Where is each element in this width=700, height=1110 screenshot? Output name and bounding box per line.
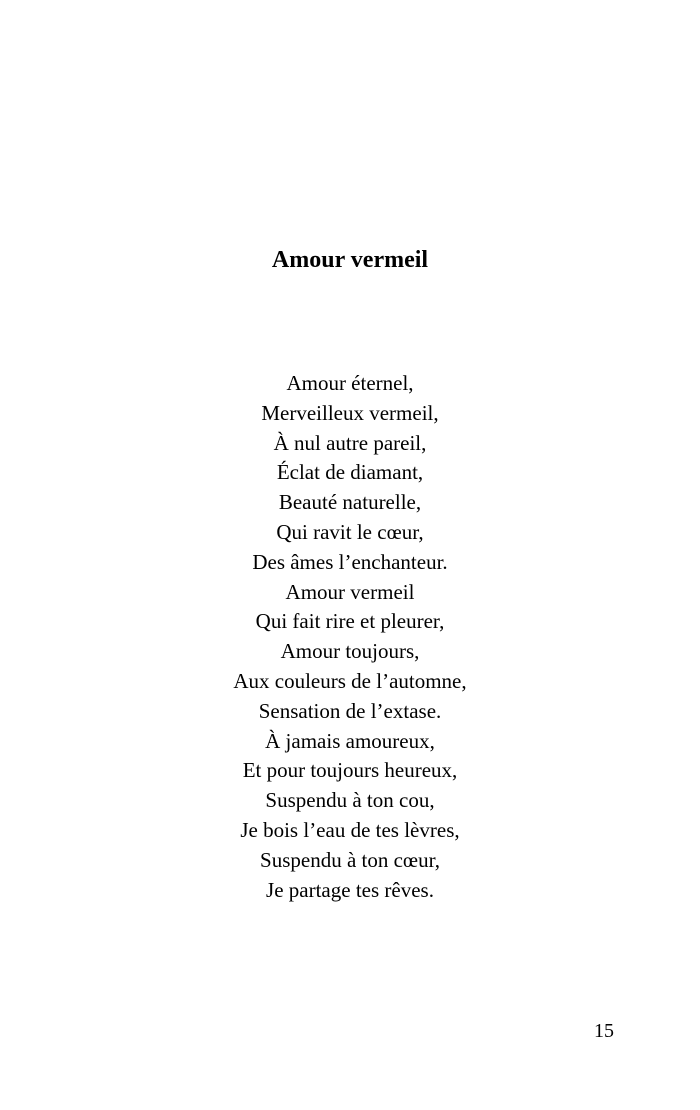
poem-line: Amour toujours, [280, 639, 420, 664]
poem-line: Amour vermeil [285, 579, 415, 604]
poem-line: Amour éternel, [286, 371, 414, 395]
poem-line: Éclat de diamant, [276, 460, 424, 485]
poem-line: Je bois l’eau de tes lèvres, [240, 817, 460, 842]
poem-line: Qui ravit le cœur, [276, 519, 424, 544]
poem-body [0, 369, 700, 905]
poem-line: Des âmes l’enchanteur. [252, 549, 448, 574]
poem-line: Suspendu à ton cœur, [260, 847, 440, 872]
poem-line: Beauté naturelle, [278, 490, 422, 515]
poem-line: Suspendu à ton cou, [265, 788, 435, 813]
poem-line: Merveilleux vermeil, [261, 400, 439, 425]
poem-line: Et pour toujours heureux, [242, 758, 458, 783]
poem-line: Je partage tes rêves. [266, 877, 434, 902]
poem-line: À jamais amoureux, [265, 728, 435, 753]
poem-title: Amour vermeil [271, 247, 429, 273]
page-number: 15 [594, 1020, 614, 1042]
poem-line: À nul autre pareil, [273, 430, 427, 455]
poem-line: Aux couleurs de l’automne, [233, 668, 467, 693]
poem-line: Qui fait rire et pleurer, [255, 609, 445, 634]
poem-line: Sensation de l’extase. [258, 698, 442, 723]
